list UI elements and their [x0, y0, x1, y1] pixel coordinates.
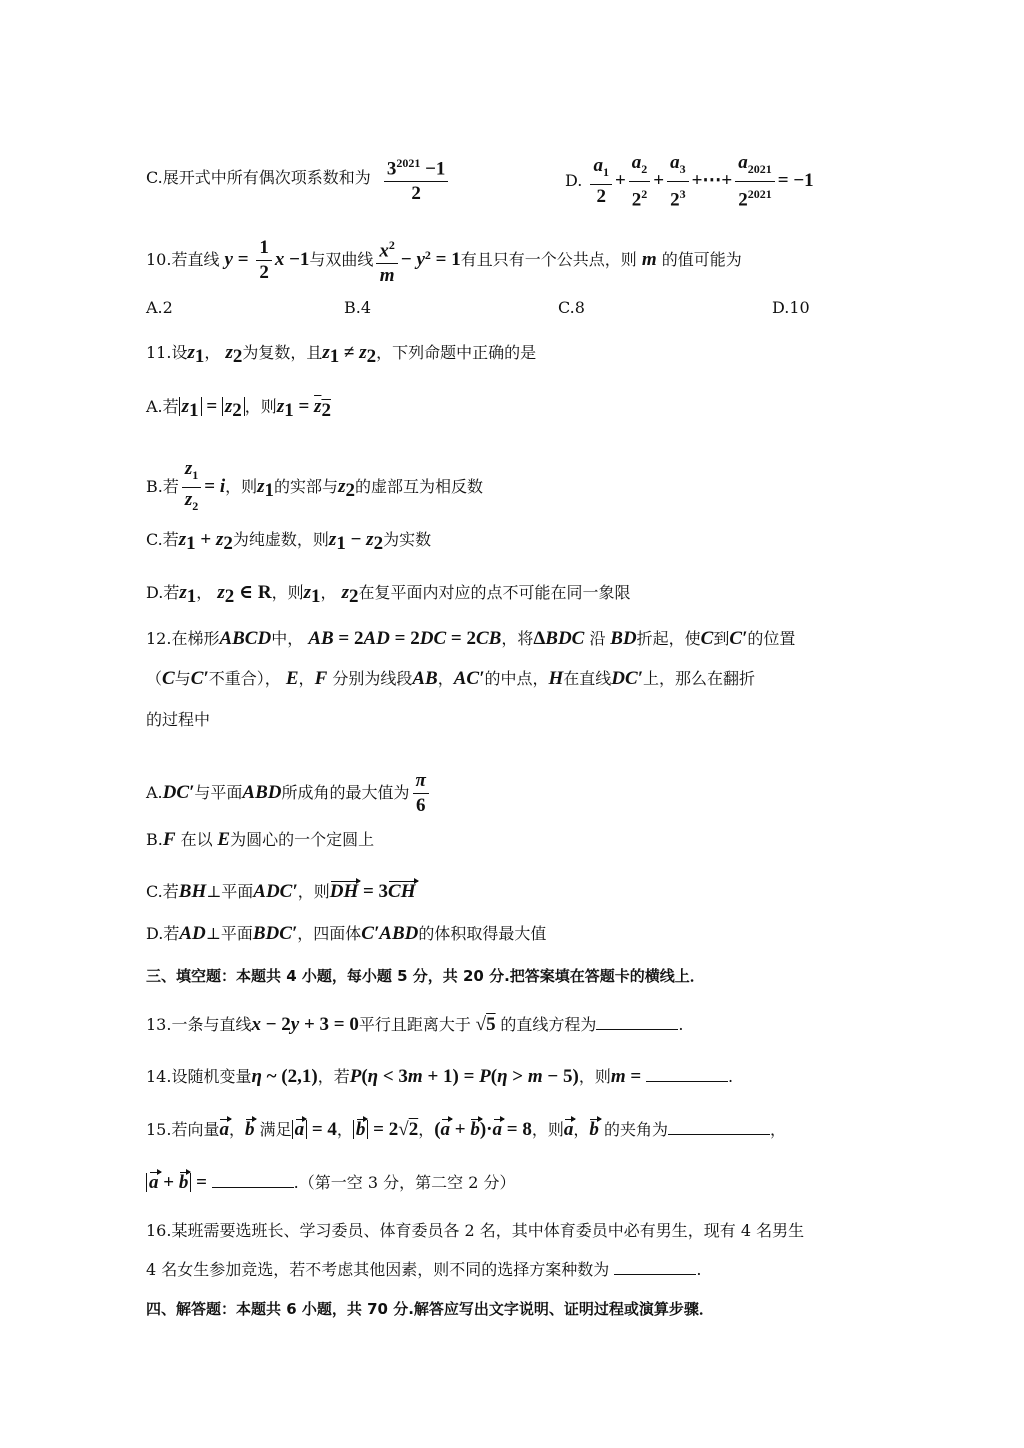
q9-c-exp: 2021: [396, 156, 421, 170]
q12-a-pre: A.: [146, 783, 163, 802]
q11-stem-a: 11.设: [146, 343, 188, 362]
q12-l2e: 分别为线段: [332, 669, 413, 688]
q13: 13.一条与直线x − 2y + 3 = 0平行且距离大于 √5 的直线方程为 .: [146, 1014, 684, 1035]
q12-option-d: D.若AD⊥平面BDC′，四面体C′ABD的体积取得最大值: [146, 923, 547, 944]
q15-sep-2: ，: [573, 1120, 590, 1139]
q10-option-a: A.2: [146, 298, 173, 317]
q12-line-3: 的过程中: [146, 710, 211, 729]
q12-b-pre: B.: [146, 830, 163, 849]
q15-mid3: ，: [418, 1120, 435, 1139]
q12-c-pre: C.若: [146, 882, 179, 901]
q9-d-term2: $\frac{a_2}{2^2}$: [629, 152, 651, 211]
q13-answer-blank[interactable]: [596, 1029, 678, 1030]
q12-a-mid: 与平面: [194, 783, 243, 802]
q10-suffix2: 的值可能为: [661, 250, 742, 270]
q9-c-num-tail: −1: [420, 158, 446, 180]
q15-line-1: 15.若向量a，b 满足 a = 4， b = 2√2，(a + b)·a = 8，则a，b 的夹角为 ，: [146, 1119, 787, 1140]
q9-option-c: [146, 152, 451, 205]
q12-l2g: 的中点，: [484, 669, 549, 688]
q10-suffix: 有且只有一个公共点，则: [460, 250, 637, 270]
q10-option-d: D.10: [772, 298, 810, 317]
q12-line-1: 12.在梯形ABCD中， AB = 2AD = 2DC = 2CB，将ΔBDC 沿 BD折起，使C到C′的位置: [146, 628, 796, 649]
section-4-heading: 四、解答题：本题共 6 小题，共 70 分.解答应写出文字说明、证明过程或演算步骤．: [146, 1300, 714, 1318]
q13-mid: 平行且距离大于: [358, 1015, 471, 1034]
q11-d-mid: ，则: [271, 583, 304, 602]
q12-option-c: C.若BH⊥平面ADC′，则DH = 3CH: [146, 881, 416, 902]
q9-d-term3: $\frac{a_3}{2^3}$: [667, 152, 689, 211]
q11-option-d: D.若$z_1$， $z_2$ ∈ R，则$z_1$， $z_2$在复平面内对应的点不可能在同一象限: [146, 582, 631, 608]
q12-l1c: ，将: [501, 629, 534, 648]
q14-pre: 14.设随机变量: [146, 1067, 252, 1086]
q12-line-2: （C与C′不重合）， E，F 分别为线段AB，AC′的中点，H在直线DC′上，那么在翻折: [146, 668, 756, 689]
q14: 14.设随机变量η ~ (2,1)，若P(η < 3m + 1) = P(η > m − 5)，则m = .: [146, 1066, 734, 1087]
q12-l1f: 到: [713, 629, 730, 648]
q12-l2d: ，: [298, 669, 315, 688]
q12-option-a: A.DC′与平面ABD所成角的最大值为 $\frac{\pi}{6}$: [146, 770, 432, 817]
q11-a-pre: A.若: [146, 397, 179, 416]
q10-stem: 10.若直线 y = $\frac{1}{2}$ x −1与双曲线 $\frac{x^2}{m}$ − $y^2 = 1$有且只有一个公共点，则 m 的值可能为: [146, 234, 742, 287]
q15-mid5: 的夹角为: [603, 1120, 668, 1139]
q12-l2c: 不重合），: [208, 669, 281, 688]
q12-l2a: （: [146, 669, 163, 688]
q9-d-term1: $\frac{a_1}{2}$: [590, 155, 612, 208]
q15-mid: 满足: [259, 1120, 292, 1139]
q10-mid: 与双曲线: [309, 250, 374, 270]
q10-option-c: C.8: [558, 298, 585, 317]
q15-note: （第一空 3 分，第二空 2 分）: [298, 1173, 516, 1192]
q11-c-pre: C.若: [146, 530, 179, 549]
q11-a-mid: ，则: [244, 397, 277, 416]
q15-pre: 15.若向量: [146, 1120, 220, 1139]
q11-d-pre: D.若: [146, 583, 180, 602]
q12-l1b: 中，: [271, 629, 304, 648]
q13-pre: 13.一条与直线: [146, 1015, 252, 1034]
q15-end: ，: [770, 1120, 787, 1139]
q16-tail: .: [696, 1260, 702, 1279]
q13-end: 的直线方程为: [500, 1015, 597, 1034]
q14-mid: ，若: [317, 1067, 350, 1086]
q12-d-pre: D.若: [146, 924, 180, 943]
q11-option-a: A.若 $z_1 = z_2$ ，则$z_1 = z_2$: [146, 396, 331, 422]
q11-option-b: B.若 $\frac{z_1}{z_2}$ = i，则$z_1$的实部与$z_2$的虚部互为相反数: [146, 458, 483, 513]
q15-answer-blank-1[interactable]: [668, 1134, 770, 1135]
q10-prefix: 10.若直线: [146, 250, 220, 270]
q14-answer-blank[interactable]: [646, 1081, 728, 1082]
q11-b-end: 的虚部互为相反数: [354, 476, 483, 496]
q16-line-1: 16.某班需要选班长、学习委员、体育委员各 2 名，其中体育委员中必有男生，现有 4 名男生: [146, 1221, 805, 1240]
q11-b-pre: B.若: [146, 476, 179, 496]
section-3-heading: 三、填空题：本题共 4 小题，每小题 5 分，共 20 分.把答案填在答题卡的横线上．: [146, 967, 705, 985]
q12-a-end: 所成角的最大值为: [281, 783, 410, 802]
q15-mid2: ，: [336, 1120, 353, 1139]
q12-l2i: 上，那么在翻折: [643, 669, 756, 688]
q12-c-mid: ⊥平面: [206, 882, 254, 901]
q14-tail: .: [727, 1067, 734, 1086]
q12-d-end: 的体积取得最大值: [418, 924, 547, 943]
q11-d-end: 在复平面内对应的点不可能在同一象限: [358, 583, 631, 602]
q12-l1g: 的位置: [747, 629, 796, 648]
q12-d-mid: ⊥平面: [205, 924, 253, 943]
q9-c-fraction: [384, 152, 449, 205]
q9-d-label: D.: [565, 171, 583, 191]
q12-l1d: 沿: [589, 629, 606, 648]
q9-option-d: D. $\frac{a_1}{2}$ + $\frac{a_2}{2^2}$ + $\frac{a_3}{2^3}$ +⋯+ $\frac{a_{2021}}{2^{2021}}$ = −1: [565, 152, 814, 211]
q11-stem-b: 为复数，且: [242, 343, 323, 362]
q12-l2f: ，: [437, 669, 454, 688]
q11-b-mid2: 的实部与: [274, 476, 339, 496]
q12-d-mid2: ，四面体: [297, 924, 362, 943]
q12-b-end: 为圆心的一个定圆上: [230, 830, 375, 849]
q9-c-text: C.展开式中所有偶次项系数和为: [146, 168, 371, 188]
q12-option-b: B.F 在以 E为圆心的一个定圆上: [146, 829, 375, 850]
q11-c-mid: 为纯虚数，则: [232, 530, 329, 549]
q9-d-term4: $\frac{a_{2021}}{2^{2021}}$: [735, 152, 775, 211]
q9-c-base: 3: [386, 158, 397, 180]
q12-l1a: 12.在梯形: [146, 629, 220, 648]
q16-l2: 4 名女生参加竞选，若不考虑其他因素，则不同的选择方案种数为: [146, 1260, 610, 1279]
q15-line-2: a + b = .（第一空 3 分，第二空 2 分）: [146, 1171, 515, 1195]
q15-answer-blank-2[interactable]: [212, 1187, 294, 1188]
q12-l2b: 与: [174, 669, 191, 688]
q15-mid4: ，则: [531, 1120, 564, 1139]
q11-c-end: 为实数: [383, 530, 432, 549]
q12-b-mid: 在以: [180, 830, 213, 849]
q9-c-den: 2: [411, 183, 421, 205]
q11-stem: 11.设$z_1$， $z_2$为复数，且$z_1 \ne z_2$，下列命题中正确的是: [146, 342, 537, 368]
q12-l2h: 在直线: [563, 669, 612, 688]
q11-b-mid: ，则: [225, 476, 258, 496]
q16-line-2: [146, 1258, 701, 1282]
q16-answer-blank[interactable]: [614, 1274, 696, 1275]
q13-tail: .: [678, 1015, 684, 1034]
q15-sep: ，: [228, 1120, 245, 1139]
q12-l1e: 折起，使: [636, 629, 701, 648]
q11-stem-c: ，下列命题中正确的是: [376, 343, 537, 362]
q14-mid2: ，则: [578, 1067, 611, 1086]
q12-c-end: ，则: [297, 882, 330, 901]
q11-option-c: C.若$z_1 + z_2$为纯虚数，则$z_1 - z_2$为实数: [146, 529, 432, 555]
q10-option-b: B.4: [344, 298, 372, 317]
